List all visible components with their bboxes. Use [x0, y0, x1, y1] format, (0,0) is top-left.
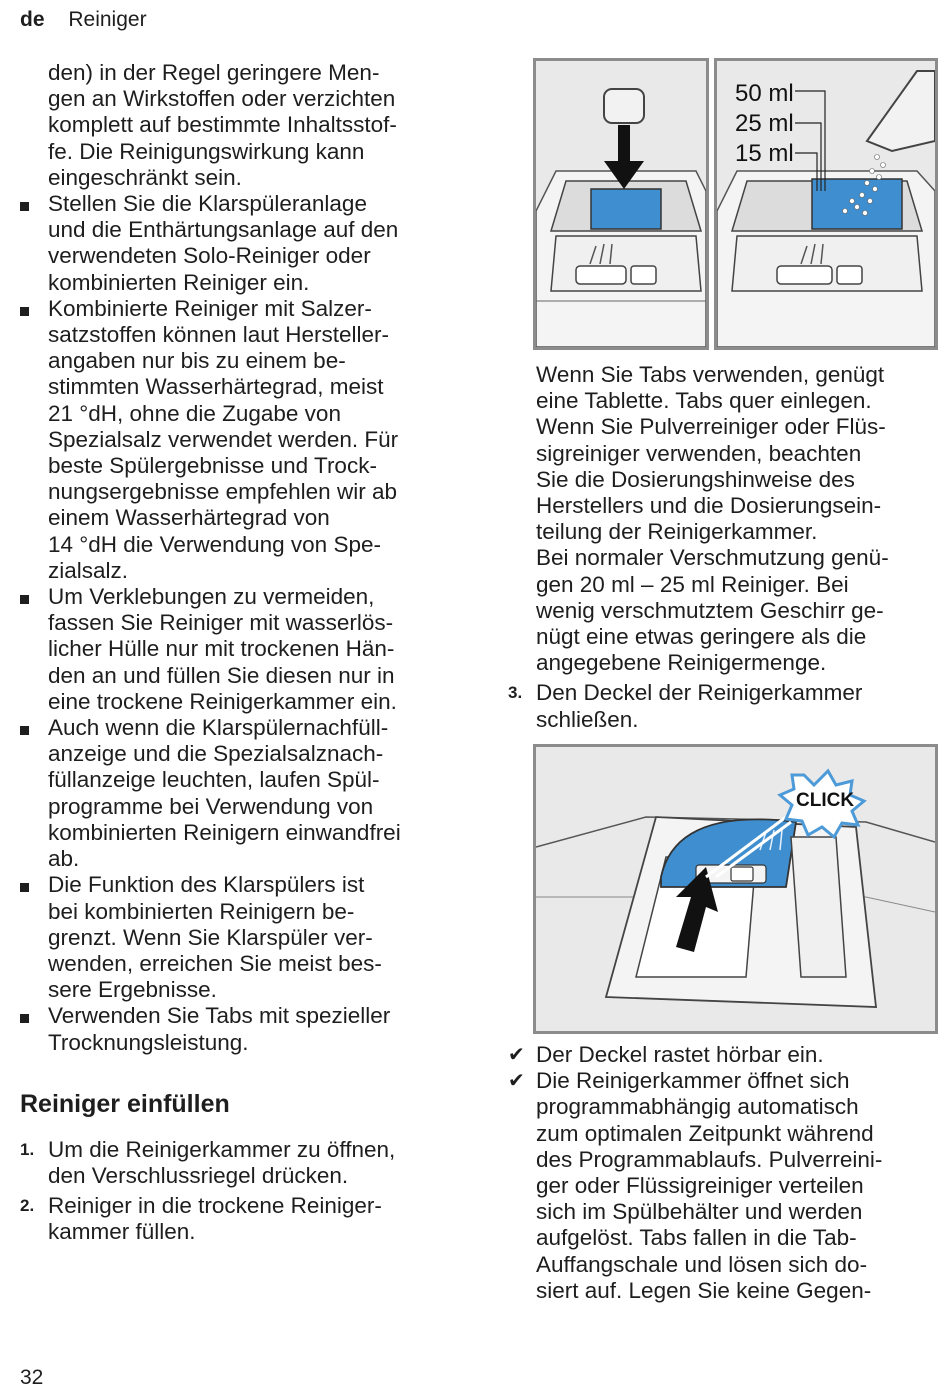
text-line: Stellen Sie die Klarspüleranlage	[48, 191, 367, 217]
checkmark-icon: ✔	[508, 1044, 525, 1066]
text-line: fe. Die Reinigungswirkung kann	[48, 138, 365, 164]
bullet-square-icon	[20, 1014, 29, 1023]
text-line: licher Hülle nur mit trockenen Hän-	[48, 636, 395, 662]
text-line: Die Reinigerkammer öffnet sich	[536, 1068, 850, 1094]
bullet-square-icon	[20, 307, 29, 316]
text-line: Der Deckel rastet hörbar ein.	[536, 1042, 824, 1067]
text-line: Den Deckel der Reinigerkammer	[536, 680, 863, 706]
tablet-icon	[604, 89, 644, 123]
text-line: ger oder Flüssigreiniger verteilen	[536, 1173, 864, 1199]
text-line: den an und füllen Sie diesen nur in	[48, 662, 395, 688]
bullet-item	[20, 872, 460, 1003]
text-line: sich im Spülbehälter und werden	[536, 1199, 863, 1225]
text-line: kombinierten Reiniger ein.	[48, 269, 310, 295]
text-line: programmabhängig automatisch	[536, 1094, 859, 1120]
tablet-insert-illustration	[536, 61, 706, 347]
text-line: komplett auf bestimmte Inhaltsstof-	[48, 112, 397, 138]
text-line: ab.	[48, 846, 80, 872]
result-list	[508, 1042, 938, 1304]
text-line: kombinierten Reinigern einwandfrei	[48, 819, 401, 845]
text-line: bei kombinierten Reinigern be-	[48, 898, 355, 924]
text-line: Um die Reinigerkammer zu öffnen,	[48, 1136, 396, 1162]
text-line: Sie die Dosierungshinweise des	[536, 466, 855, 492]
bullet-square-icon	[20, 202, 29, 211]
volume-label: 25 ml	[735, 110, 794, 137]
figure-close-lid	[533, 744, 938, 1034]
text-line: grenzt. Wenn Sie Klarspüler ver-	[48, 924, 373, 950]
page-header	[20, 8, 147, 32]
dosing-paragraph	[508, 362, 938, 676]
text-line: eine Tablette. Tabs quer einlegen.	[536, 388, 872, 414]
page-number: 32	[20, 1366, 44, 1389]
text-line: wenden, erreichen Sie meist bes-	[48, 950, 382, 976]
text-line: den) in der Regel geringere Men-	[48, 60, 380, 85]
bullet-item	[20, 296, 460, 584]
text-line: Wenn Sie Tabs verwenden, genügt	[536, 362, 885, 387]
step-list	[508, 680, 938, 732]
bullet-square-icon	[20, 595, 29, 604]
text-line: Wenn Sie Pulverreiniger oder Flüs-	[536, 414, 886, 440]
text-line: zum optimalen Zeitpunkt während	[536, 1120, 874, 1146]
text-line: Bei normaler Verschmutzung genü-	[536, 545, 889, 571]
text-line: nügt eine etwas geringere als die	[536, 624, 867, 650]
volume-label: 15 ml	[735, 140, 794, 167]
section-heading: Reiniger einfüllen	[20, 1089, 230, 1118]
text-line: füllanzeige leuchten, laufen Spül-	[48, 767, 380, 793]
step-item	[508, 680, 938, 732]
text-line: Verwenden Sie Tabs mit spezieller	[48, 1003, 391, 1029]
bullet-square-icon	[20, 726, 29, 735]
result-list-container	[508, 1042, 938, 1304]
step-item	[20, 1137, 460, 1189]
text-line: gen an Wirkstoffen oder verzichten	[48, 86, 396, 112]
text-line: Trocknungsleistung.	[48, 1029, 249, 1055]
volume-label: 50 ml	[735, 80, 794, 107]
text-line: kammer füllen.	[48, 1219, 196, 1245]
detergent-chamber	[591, 189, 661, 229]
text-line: satzstoffen können laut Hersteller-	[48, 322, 390, 348]
click-label: CLICK	[796, 790, 855, 811]
bullet-list	[20, 191, 460, 1056]
bullet-item	[20, 715, 460, 872]
close-lid-illustration	[536, 747, 935, 1031]
text-line: 14 °dH die Verwendung von Spe-	[48, 531, 381, 557]
text-line: anzeige und die Spezialsalznach-	[48, 741, 384, 767]
text-line: des Programmablaufs. Pulverreini-	[536, 1146, 883, 1172]
bullet-square-icon	[20, 883, 29, 892]
text-line: Auffangschale und lösen sich do-	[536, 1251, 868, 1277]
text-line: zialsalz.	[48, 557, 129, 583]
text-line: gen 20 ml – 25 ml Reiniger. Bei	[536, 571, 849, 597]
text-line: Kombinierte Reiniger mit Salzer-	[48, 295, 372, 321]
text-line: schließen.	[536, 706, 639, 732]
text-line: Die Funktion des Klarspülers ist	[48, 872, 365, 898]
right-column	[508, 362, 938, 733]
step-list	[20, 1137, 460, 1246]
text-line: aufgelöst. Tabs fallen in die Tab-	[536, 1225, 857, 1251]
text-line: Reiniger in die trockene Reiniger-	[48, 1193, 382, 1219]
text-line: nungsergebnisse empfehlen wir ab	[48, 479, 397, 505]
step-number: 2.	[20, 1196, 35, 1216]
text-line: Herstellers und die Dosierungsein-	[536, 493, 882, 519]
text-line: stimmten Wasserhärtegrad, meist	[48, 374, 384, 400]
text-line: sere Ergebnisse.	[48, 977, 217, 1003]
text-line: beste Spülergebnisse und Trock-	[48, 453, 377, 479]
figure-tablet-insert	[533, 58, 709, 350]
text-line: programme bei Verwendung von	[48, 793, 374, 819]
text-line: angegebene Reinigermenge.	[536, 650, 827, 676]
step-number: 3.	[508, 683, 523, 703]
left-column	[20, 60, 460, 1246]
text-line: verwendeten Solo-Reiniger oder	[48, 243, 371, 269]
text-line: den Verschlussriegel drücken.	[48, 1162, 349, 1188]
text-line: angaben nur bis zu einem be-	[48, 348, 346, 374]
text-line: sigreiniger verwenden, beachten	[536, 440, 862, 466]
text-line: 21 °dH, ohne die Zugabe von	[48, 400, 341, 426]
text-line: Auch wenn die Klarspülernachfüll-	[48, 715, 389, 741]
text-line: und die Enthärtungsanlage auf den	[48, 217, 399, 243]
text-line: siert auf. Legen Sie keine Gegen-	[536, 1277, 872, 1303]
section-title: Reiniger	[68, 8, 147, 31]
bullet-item	[20, 191, 460, 296]
text-line: wenig verschmutztem Geschirr ge-	[536, 597, 884, 623]
text-line: einem Wasserhärtegrad von	[48, 505, 330, 531]
figure-powder-dosing	[714, 58, 938, 350]
text-line: fassen Sie Reiniger mit wasserlös-	[48, 610, 394, 636]
text-line: teilung der Reinigerkammer.	[536, 519, 818, 545]
text-line: eingeschränkt sein.	[48, 164, 242, 190]
result-item	[508, 1068, 938, 1304]
step-number: 1.	[20, 1139, 35, 1159]
language-tag: de	[20, 8, 45, 31]
text-line: eine trockene Reinigerkammer ein.	[48, 688, 397, 714]
checkmark-icon: ✔	[508, 1070, 525, 1093]
bullet-item	[20, 584, 460, 715]
bullet-item	[20, 1003, 460, 1055]
text-line: Um Verklebungen zu vermeiden,	[48, 584, 375, 610]
powder-dosing-illustration	[717, 61, 935, 347]
result-item	[508, 1042, 938, 1068]
text-line: Spezialsalz verwendet werden. Für	[48, 426, 399, 452]
step-item	[20, 1193, 460, 1245]
intro-paragraph	[20, 60, 460, 191]
